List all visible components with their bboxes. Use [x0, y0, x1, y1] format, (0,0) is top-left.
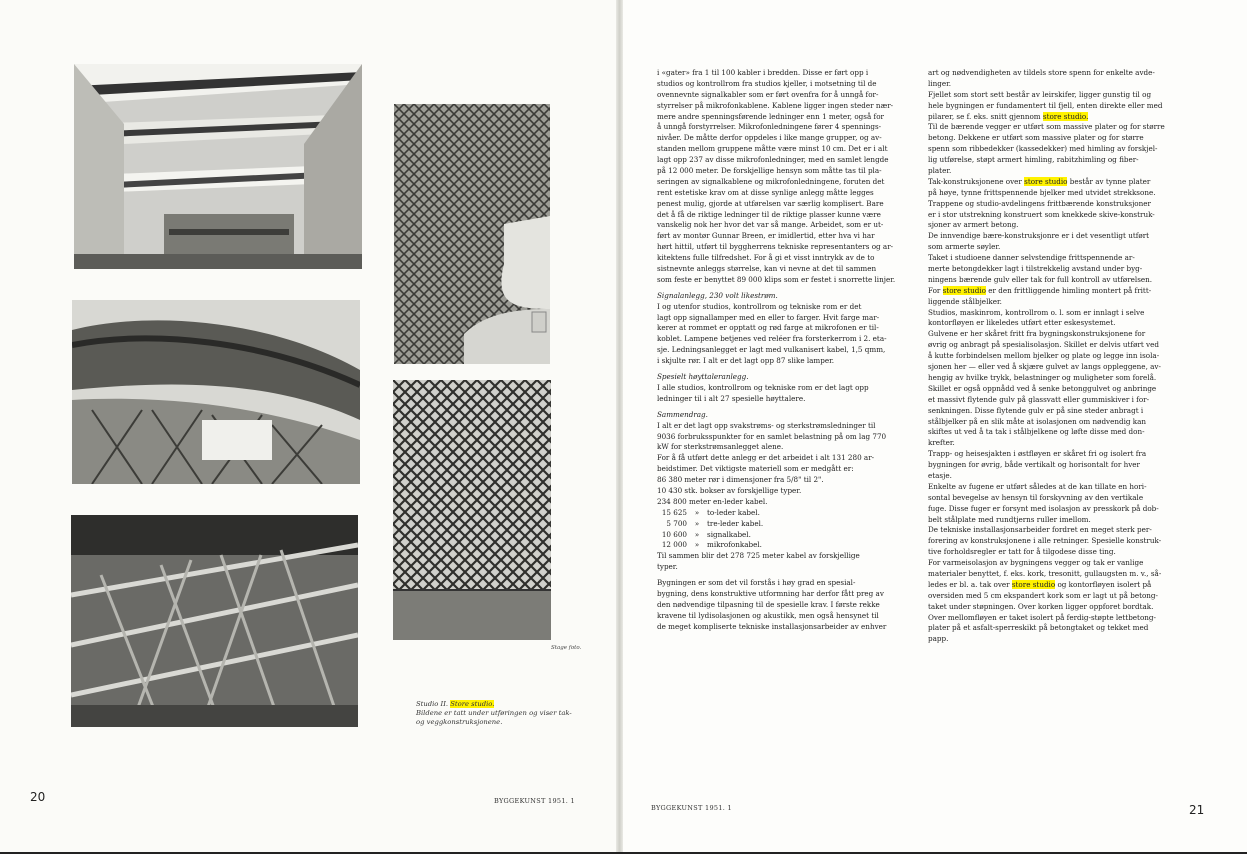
text-line: beidstimer. Det viktigste materiell som er medgått er:	[657, 464, 854, 474]
highlight-store-studio: store studio	[1011, 579, 1056, 589]
highlight-store-studio: store studio.	[1042, 111, 1089, 121]
text-line: De tekniske installasjonsarbeider fordret en meget sterk per-	[928, 525, 1152, 535]
text-line: som armerte søyler.	[928, 242, 1001, 252]
footer-right: BYGGEKUNST 1951. 1	[651, 804, 732, 812]
text-line: som feste er benyttet 89 000 klips som er festet i snorrette linjer.	[657, 274, 896, 284]
table-row	[657, 519, 908, 530]
photo-lattice-detail	[393, 380, 551, 640]
text-line: sje. Ledningsanlegget er lagt med vulkanisert kabel, 1,5 qmm,	[657, 345, 886, 355]
text-line: koblet. Lampene betjenes ved reléer fra forsterkerrom i 2. eta-	[657, 334, 887, 344]
text-line: i skjulte rør. I alt er det lagt opp 87 slike lamper.	[657, 356, 835, 366]
text-line: art og nødvendigheten av tildels store spenn for enkelte avde-	[928, 68, 1155, 77]
text-column-1	[657, 68, 908, 633]
table-ditto: »	[694, 529, 700, 539]
text-line: penest mulig, gjorde at utførelsen var særlig komplisert. Bare	[657, 198, 884, 208]
text-line: De innvendige bære-konstruksjonre er i det vesentligt utført	[928, 231, 1150, 241]
text-line: tive forholdsregler er tatt for å tilgodese disse ting.	[928, 547, 1116, 557]
text-line: kitektens fulle tilfredshet. For å gi et visst inntrykk av de to	[657, 253, 875, 263]
text-line: kontorfløyen er likeledes utført etter eskesystemet.	[928, 318, 1116, 328]
text-line: sontal bevegelse av hensyn til forskyvning av den vertikale	[928, 492, 1144, 502]
text-line: etasje.	[928, 470, 952, 480]
photo-timber-trusses	[71, 515, 358, 727]
section-heading: Sammendrag.	[657, 409, 708, 419]
text-line: merte betongdekker lagt i tilstrekkelig avstand under byg-	[928, 264, 1143, 274]
text-line: I alle studios, kontrollrom og tekniske rom er det lagt opp	[657, 382, 869, 392]
text-line: Over mellomfløyen er taket isolert på ferdig-støpte lettbetong-	[928, 612, 1156, 622]
table-ditto: »	[694, 518, 700, 528]
text-line	[928, 286, 1180, 297]
photo-lattice-wall	[394, 104, 550, 364]
text-line: på 12 000 meter. De forskjellige hensyn som måtte tas til pla-	[657, 166, 882, 176]
text-line: hele bygningen er fundamentert til fjell, enten direkte eller med	[928, 100, 1163, 110]
text-line: 234 800 meter en-leder kabel.	[657, 496, 768, 506]
text-line: liggende stålbjelker.	[928, 296, 1002, 306]
text-line	[928, 580, 1180, 591]
table-row	[657, 530, 908, 541]
text-line: For varmeisolasjon av bygningens vegger og tak er vanlige	[928, 558, 1144, 568]
text-line: Studios, maskinrom, kontrollrom o. l. som er innlagt i selve	[928, 307, 1145, 317]
table-ditto: »	[694, 540, 700, 550]
text-line: bygningen for øvrig, både vertikalt og horisontalt for hver	[928, 460, 1140, 470]
text-line: spenn som ribbedekker (kassedekker) med himling av forskjel-	[928, 144, 1158, 154]
table-qty: 12 000	[661, 540, 687, 550]
text-fragment: pilarer, se f. eks. snitt gjennom	[928, 111, 1043, 121]
text-line: kW for sterkstrømsanlegget alene.	[657, 442, 784, 452]
left-page	[0, 0, 616, 854]
table-row	[657, 540, 908, 551]
photo-ceiling-slabs	[74, 64, 362, 269]
text-line: linger.	[928, 78, 952, 88]
caption-highlight: Store studio.	[450, 700, 495, 708]
text-line: plater.	[928, 166, 952, 176]
text-line: de meget kompliserte tekniske installasjonsarbeider av enhver	[657, 621, 887, 631]
text-fragment: Tak-konstruksjonene over	[928, 176, 1025, 186]
section-heading: Signalanlegg, 230 volt likestrøm.	[657, 290, 778, 300]
table-ditto: »	[694, 507, 700, 517]
text-line: ført av montør Gunnar Breen, er imidlertid, etter hva vi har	[657, 231, 875, 241]
table-qty: 15 625	[661, 507, 687, 517]
text-line: er i stor utstrekning konstruert som knekkede skive-konstruk-	[928, 209, 1155, 219]
text-line: sistnevnte anleggs størrelse, kan vi nevne at det til sammen	[657, 264, 877, 274]
text-line: 9036 forbruksspunkter for en samlet belastning på om lag 770	[657, 431, 887, 441]
text-line: nivåer. De måtte derfor oppdeles i like mange grupper, og av-	[657, 133, 882, 143]
text-line: forering av konstruksjonene i alle retninger. Spesielle konstruk-	[928, 536, 1162, 546]
text-line: typer.	[657, 562, 678, 572]
text-line: 86 380 meter rør i dimensjoner fra 5/8" til 2".	[657, 475, 824, 485]
text-fragment: For	[928, 285, 943, 295]
text-line: krefter.	[928, 438, 955, 448]
highlight-store-studio: store studio	[1024, 176, 1068, 186]
text-line: den nødvendige tilpasning til de spesielle krav. I første rekke	[657, 599, 880, 609]
text-line: stålbjelker på en slik måte at isolasjonen om nødvendig kan	[928, 416, 1147, 426]
text-line: Taket i studioene danner selvstendige frittspennende ar-	[928, 253, 1135, 263]
table-item: tre-leder kabel.	[707, 518, 764, 528]
page-number-left: 20	[30, 790, 46, 804]
text-line: fuge. Disse fuger er forsynt med isolasjon av presskork på dob-	[928, 503, 1159, 513]
photo-caption	[416, 700, 616, 727]
text-line: sjoner av armert betong.	[928, 220, 1019, 230]
text-line: Skillet er også oppnådd ved å senke betonggulvet og anbringe	[928, 383, 1157, 393]
text-line: I og utenfor studios, kontrollrom og tekniske rom er det	[657, 301, 862, 311]
text-line: Trappene og studio-avdelingens frittbærende konstruksjoner	[928, 198, 1151, 208]
text-fragment: består av tynne plater	[1067, 176, 1151, 186]
text-line: sjonen her — eller ved å skjære gulvet av langs oppleggene, av-	[928, 362, 1161, 372]
text-line: plater på et asfalt-sperreskikt på betongtaket og tekket med	[928, 623, 1149, 633]
text-line: studios og kontrollrom fra studios kjeller, i motsetning til de	[657, 78, 877, 88]
table-qty: 10 600	[661, 529, 687, 539]
text-line: Trapp- og heisesjakten i østfløyen er skåret fri og isolert fra	[928, 449, 1147, 459]
caption-line: Bildene er tatt under utføringen og viser tak-	[416, 709, 572, 717]
photo-credit: Stage foto.	[551, 645, 582, 651]
text-line: det å få de riktige ledninger til de riktige plasser kunne være	[657, 209, 881, 219]
text-line: materialer benyttet, f. eks. kork, tresonitt, gullaugsten m. v., så-	[928, 568, 1162, 578]
highlight-store-studio: store studio	[942, 285, 986, 295]
text-line: mere andre spenningsførende ledninger enn 1 meter, også for	[657, 111, 884, 121]
text-line: hørt hittil, utført til byggherrens tekniske representanters og ar-	[657, 242, 894, 252]
section-heading: Spesielt høyttaleranlegg.	[657, 372, 749, 382]
table-item: signalkabel.	[707, 529, 751, 539]
text-line	[928, 112, 1180, 123]
text-line: vanskelig nok her hvor det var så mange. Arbeidet, som er ut-	[657, 220, 884, 230]
text-line: senkningen. Disse flytende gulv er på sine steder anbragt i	[928, 405, 1144, 415]
text-line: styrrelser på mikrofonkablene. Kablene ligger ingen steder nær-	[657, 100, 894, 110]
text-line: å unngå forstyrrelser. Mikrofonledningene fører 4 spennings-	[657, 122, 882, 132]
text-line: belt stålplate med rundtjerns ruller imellom.	[928, 514, 1091, 524]
text-line: i «gater» fra 1 til 100 kabler i bredden. Disse er ført opp i	[657, 68, 869, 77]
text-fragment: og kontorfløyen isolert på	[1055, 579, 1152, 589]
text-line: standen mellom gruppene måtte være minst 10 cm. Det er i alt	[657, 144, 888, 154]
text-line: øvrig og anbragt på spesialisolasjon. Skillet er delvis utført ved	[928, 340, 1159, 350]
text-line: Gulvene er her skåret fritt fra bygningskonstruksjonene for	[928, 329, 1146, 339]
text-line: lig utførelse, støpt armert himling, rabitzhimling og fiber-	[928, 155, 1139, 165]
photo-curved-shell	[72, 300, 360, 484]
text-line: skiftes ut ved å ta tak i stålbjelkene og løfte disse med don-	[928, 427, 1145, 437]
table-qty: 5 700	[666, 518, 687, 528]
table-item: mikrofonkabel.	[707, 540, 762, 550]
text-line: seringen av signalkablene og mikrofonledningene, foruten det	[657, 176, 885, 186]
text-fragment: ledes er bl. a. tak over	[928, 579, 1012, 589]
text-line: kravene til lydisolasjonen og akustikk, men også hensynet til	[657, 610, 879, 620]
text-fragment: er den frittliggende himling montert på fritt-	[985, 285, 1152, 295]
text-line: For å få utført dette anlegg er det arbeidet i alt 131 280 ar-	[657, 453, 875, 463]
text-line: betong. Dekkene er utført som massive plater og for større	[928, 133, 1144, 143]
table-row	[657, 508, 908, 519]
text-line: lagt opp signallamper med en eller to farger. Hvit farge mar-	[657, 312, 880, 322]
text-line: ningens bærende gulv eller tak for full kontroll av utførelsen.	[928, 274, 1153, 284]
gutter	[616, 0, 623, 854]
text-line: Enkelte av fugene er utført således at de kan tillate en hori-	[928, 481, 1147, 491]
text-line: på høye, tynne frittspennende bjelker med utvidet strekksone.	[928, 187, 1156, 197]
text-line: Til sammen blir det 278 725 meter kabel av forskjellige	[657, 551, 860, 561]
text-line: papp.	[928, 634, 949, 644]
text-line: ledninger til i alt 27 spesielle høyttalere.	[657, 393, 806, 403]
text-line: lagt opp 237 av disse mikrofonledninger, med en samlet lengde	[657, 155, 889, 165]
text-line	[928, 177, 1180, 188]
text-column-2	[928, 68, 1180, 645]
text-line: Bygningen er som det vil forstås i høy grad en spesial-	[657, 578, 856, 588]
text-line: oversiden med 5 cm ekspandert kork som er lagt ut på betong-	[928, 590, 1158, 600]
text-line: Fjellet som stort sett består av leirskifer, ligger gunstig til og	[928, 89, 1152, 99]
text-line: I alt er det lagt opp svakstrøms- og sterkstrømsledninger til	[657, 420, 876, 430]
caption-label: Studio II.	[416, 700, 449, 708]
text-line: ovennevnte signalkabler som er ført ovenfra for å unngå for-	[657, 89, 879, 99]
text-line: kerer at rommet er opptatt og rød farge at mikrofonen er til-	[657, 323, 879, 333]
caption-line: og veggkonstruksjonene.	[416, 718, 503, 726]
page-number-right: 21	[1189, 803, 1205, 817]
text-line: taket under støpningen. Over korken ligger oppforet bordtak.	[928, 601, 1154, 611]
text-line: Til de bærende vegger er utført som massive plater og for større	[928, 122, 1165, 132]
text-line: bygning, dens konstruktive utformning har derfor fått preg av	[657, 588, 884, 598]
text-line: 10 430 stk. bokser av forskjellige typer.	[657, 485, 802, 495]
text-line: hengig av hvilke trykk, belastninger og muligheter som forelå.	[928, 372, 1157, 382]
text-line: å kutte forbindelsen mellom bjelker og plate og legge inn isola-	[928, 351, 1160, 361]
table-item: to-leder kabel.	[707, 507, 760, 517]
footer-left: BYGGEKUNST 1951. 1	[494, 797, 575, 805]
text-line: et massivt flytende gulv på glassvatt eller gummiskiver i for-	[928, 394, 1150, 404]
text-line: rent estetiske krav om at disse synlige anlegg måtte legges	[657, 187, 874, 197]
